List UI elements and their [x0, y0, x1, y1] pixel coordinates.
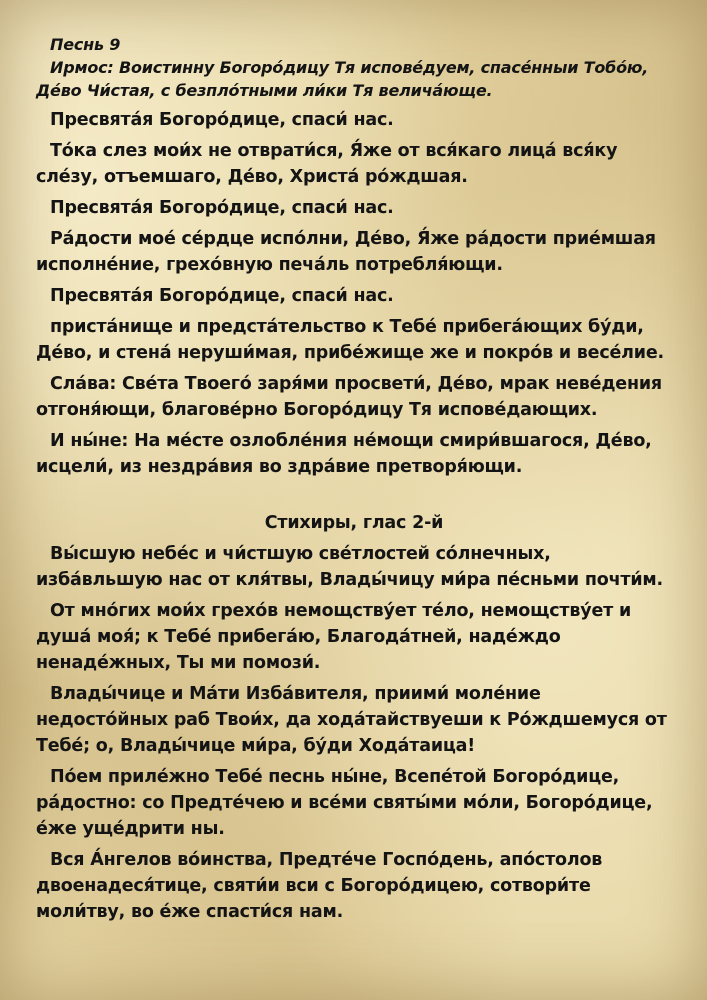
stichera-verse: Вы́сшую небе́с и чи́стшую све́тлостей со́лнечных, изба́вльшую нас от кля́твы, Влады́чицу ми́ра пе́сньми почти́м.: [36, 544, 663, 590]
prayer-text-page: [36, 33, 672, 925]
irmos-text: Ирмос: Воистинну Богоро́дицу Тя испове́дуем, спасе́нныи Тобо́ю, Де́во Чи́стая, с безпло́тными ли́ки Тя велича́юще.: [36, 58, 649, 100]
ode-verse: Ра́дости мое́ се́рдце испо́лни, Де́во, Я́же ра́дости прие́мшая исполне́ние, грехо́вную печа́ль потребля́ющи.: [36, 229, 656, 275]
ode-verse: То́ка слез мои́х не отврати́ся, Я́же от вся́каго лица́ вся́ку сле́зу, отъемшаго, Де́во, Христа́ ро́ждшая.: [36, 141, 618, 187]
ode-verse: Пресвята́я Богоро́дице, спаси́ нас.: [50, 198, 394, 218]
ode-verse: приста́нище и предста́тельство к Тебе́ прибега́ющих бу́ди, Де́во, и стена́ неруши́мая, прибе́жище же и покро́в и весе́лие.: [36, 317, 664, 363]
stichera-title: Стихиры, глас 2-й: [264, 513, 444, 533]
stichera-verse: По́ем приле́жно Тебе́ песнь ны́не, Всепе́той Богоро́дице, ра́достно: со Предте́чею и все́ми святы́ми мо́ли, Богоро́дице, е́же уще́дрити ны.: [36, 767, 653, 839]
ode-verse: Пресвята́я Богоро́дице, спаси́ нас.: [50, 286, 394, 306]
stichera-verse: Влады́чице и Ма́ти Изба́вителя, приими́ моле́ние недосто́йных раб Твои́х, да хода́тайствуеши к Ро́ждшемуся от Тебе́; о, Влады́чице ми́ра, бу́ди Хода́таица!: [36, 684, 667, 756]
stichera-verse: Вся А́нгелов во́инства, Предте́че Госпо́день, апо́столов двоенадеся́тице, святи́и вси с Богоро́дицею, сотвори́те моли́тву, во е́же спасти́ся нам.: [36, 850, 603, 922]
ode-verse: Сла́ва: Све́та Твоего́ заря́ми просвети́, Де́во, мрак неве́дения отгоня́ющи, благове́рно Богоро́дицу Тя испове́дающих.: [36, 374, 662, 420]
ode-title: Песнь 9: [50, 35, 121, 54]
stichera-verse: От мно́гих мои́х грехо́в немощству́ет те́ло, немощству́ет и душа́ моя́; к Тебе́ прибега́ю, Благода́тней, наде́ждо ненаде́жных, Ты ми помози́.: [36, 601, 632, 673]
ode-verse: И ны́не: На ме́сте озлобле́ния не́мощи смири́вшагося, Де́во, исцели́, из нездра́вия во здра́вие претворя́ющи.: [36, 431, 652, 477]
ode-verse: Пресвята́я Богоро́дице, спаси́ нас.: [50, 110, 394, 130]
